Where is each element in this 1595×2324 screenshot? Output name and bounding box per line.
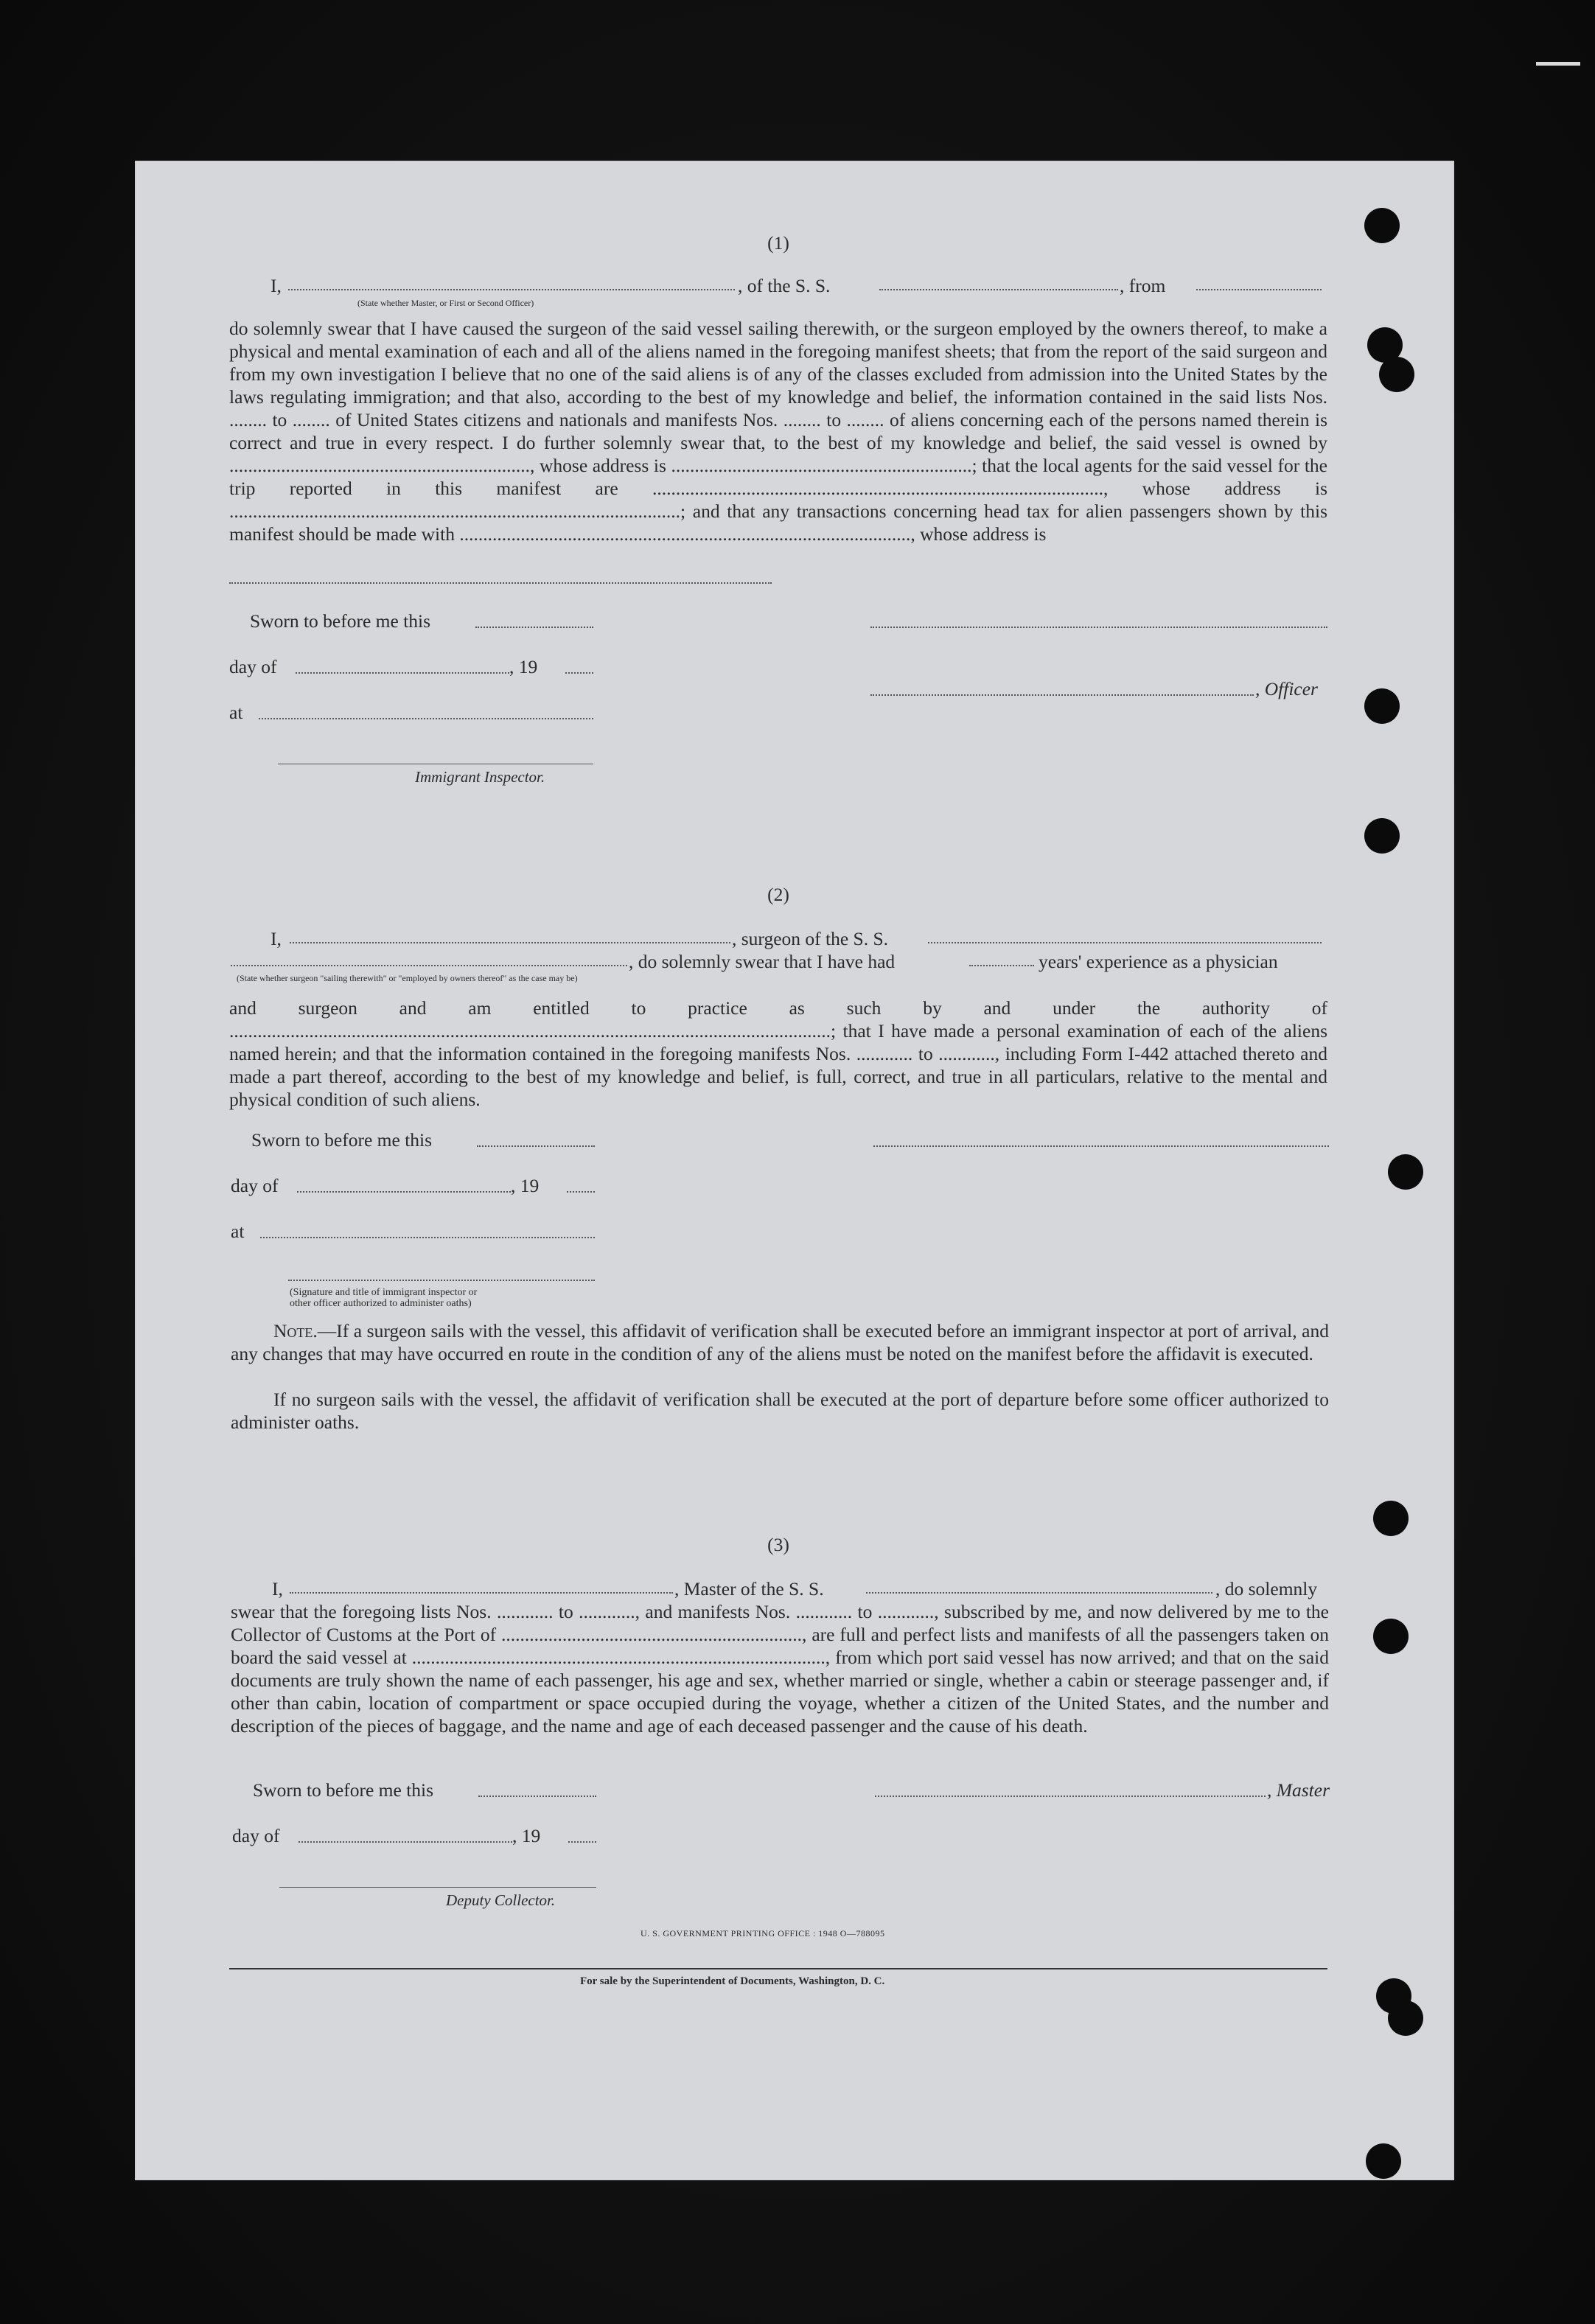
surgeon-note-text: (State whether surgeon "sailing therewith" or "employed by owners thereof" as the case may be) [237, 973, 578, 983]
note-text: —If a surgeon sails with the vessel, this affidavit of verification shall be executed before an immigrant inspector at port of arrival, and any changes that may have occurred en route in the condition of any of the aliens must be noted on the manifest before the affidavit is executed. [231, 1320, 1329, 1364]
officer-name-field[interactable] [288, 274, 735, 290]
inspector-label [415, 768, 545, 786]
text-i: I, [272, 1578, 283, 1599]
text-solemnly: , do solemnly [1215, 1578, 1318, 1599]
note-paragraph [231, 1319, 1329, 1365]
surgeon-status-field[interactable] [231, 950, 627, 966]
note-text-2: If no surgeon sails with the vessel, the affidavit of verification shall be executed at the port of departure before some officer authorized to administer oaths. [231, 1389, 1329, 1433]
year-field[interactable] [568, 1841, 596, 1843]
sworn-label [253, 1779, 433, 1801]
officer-note-text: (State whether Master, or First or Second Officer) [357, 298, 534, 308]
section-2-body [229, 997, 1327, 1111]
sworn-label [250, 610, 430, 632]
manifest-back-page [135, 161, 1454, 2180]
day-of-text: day of [231, 1175, 279, 1196]
deputy-text: Deputy Collector. [446, 1891, 556, 1909]
officer-signature-field-1[interactable] [870, 627, 1327, 628]
section-2-line-1 [229, 927, 1327, 950]
section-1-number [229, 231, 1327, 254]
year-field[interactable] [565, 672, 593, 674]
section-1-header-line [229, 274, 1327, 297]
printing-office-line [641, 1928, 884, 1939]
year-text: , 19 [509, 656, 538, 677]
text-i: I, [271, 928, 282, 949]
month-field[interactable] [296, 672, 509, 674]
section-3-body-text: swear that the foregoing lists Nos. ............ to ............, and manifests Nos. ............ to ............, subscribed by me, and now delivered by me to the Collector of Customs at the Port of ................................................................, are full and perfect lists and manifests of all the passengers taken on board the said vessel at ........................................................................................, from which port said vessel has now arrived; and that on the said documents are truly shown the name of each passenger, his age and sex, whether married or single, whether a cabin or steerage passenger and, if other than cabin, location of compartment or space occupied during the voyage, whether a citizen of the United States, and the number and description of the pieces of baggage, and the name and age of each deceased passenger and the cause of his death. [231, 1601, 1329, 1737]
inspector-signature-field[interactable] [288, 1280, 595, 1281]
surgeon-signature-field[interactable] [873, 1145, 1329, 1147]
section-2-line-2 [229, 950, 1327, 973]
punch-hole [1388, 1154, 1423, 1190]
text-of-ss: , of the S. S. [738, 275, 831, 296]
section-number: (3) [767, 1534, 789, 1555]
footer-rule [229, 1968, 1327, 1969]
year-text: , 19 [512, 1825, 541, 1846]
day-of-text: day of [232, 1825, 280, 1846]
text-from: , from [1120, 275, 1166, 296]
year-label [509, 656, 537, 678]
deputy-signature-field[interactable] [279, 1887, 596, 1888]
port-from-field[interactable] [1196, 274, 1322, 290]
sworn-text: Sworn to before me this [253, 1779, 434, 1801]
scan-mark [1536, 62, 1580, 66]
punch-hole [1373, 1619, 1409, 1654]
sworn-text: Sworn to before me this [251, 1129, 433, 1151]
day-of-label [232, 1825, 279, 1847]
surgeon-note [237, 973, 900, 983]
text-master-of-ss: , Master of the S. S. [674, 1578, 824, 1599]
officer-note [357, 298, 726, 308]
note-paragraph-2 [231, 1388, 1329, 1434]
signature-note-line-1: (Signature and title of immigrant inspector or [290, 1287, 478, 1298]
officer-signature-field-2[interactable] [870, 694, 1254, 696]
master-text: , Master [1267, 1779, 1330, 1801]
section-number: (2) [767, 884, 789, 905]
section-1-body-text: do solemnly swear that I have caused the surgeon of the said vessel sailing therewith, or the surgeon employed by the owners thereof, to make a physical and mental examination of each and all of the aliens named in the foregoing manifest sheets; that from the report of the said surgeon and from my own investigation I believe that no one of the said aliens is of any of the classes excluded from admission into the United States by the laws regulating immigration; and that also, according to the best of my knowledge and belief, the information contained in the said lists Nos. ........ to ........ of United States citizens and nationals and manifests Nos. ........ to ........ of aliens concerning each of the persons named therein is correct and true in every respect. I do further solemnly swear that, to the best of my knowledge and belief, the said vessel is owned by ................................................................, whose address is ................................................................; that the local agents for the said vessel for the trip reported in this manifest are ................................................................................................, whose address is ................................................................................................; and that any transactions concerning head tax for alien passengers shown by this manifest should be made with ................................................................................................, whose address is [229, 318, 1327, 545]
for-sale-line [580, 1975, 884, 1988]
section-3-number [229, 1533, 1327, 1556]
at-text: at [229, 702, 243, 723]
section-2-number [229, 883, 1327, 906]
punch-hole [1364, 688, 1400, 724]
surgeon-vessel-field[interactable] [928, 927, 1322, 943]
sworn-date-field[interactable] [477, 1145, 595, 1147]
punch-hole [1373, 1501, 1409, 1536]
section-3-body [231, 1600, 1329, 1737]
day-of-text: day of [229, 656, 277, 677]
at-label [229, 702, 242, 724]
year-label [511, 1175, 539, 1197]
text-years: years' experience as a physician [1039, 951, 1278, 972]
surgeon-name-field[interactable] [290, 927, 730, 943]
master-name-field[interactable] [290, 1577, 673, 1594]
punch-hole [1364, 208, 1400, 243]
year-text: , 19 [511, 1175, 540, 1196]
sworn-label [251, 1129, 432, 1151]
signature-note-line-2: other officer authorized to administer oaths) [290, 1298, 472, 1309]
officer-label [1255, 678, 1318, 700]
section-number: (1) [767, 232, 789, 254]
address-continuation-field[interactable] [229, 582, 772, 584]
section-3-line-1 [231, 1577, 1329, 1600]
year-label [512, 1825, 540, 1847]
at-place-field[interactable] [260, 1237, 595, 1238]
sworn-date-field[interactable] [475, 627, 593, 628]
year-field[interactable] [567, 1191, 595, 1193]
sworn-date-field[interactable] [478, 1796, 596, 1797]
text-swear: , do solemnly swear that I have had [629, 951, 896, 972]
signature-note [290, 1287, 477, 1309]
day-of-label [229, 656, 276, 678]
years-field[interactable] [969, 950, 1034, 966]
deputy-label [446, 1891, 555, 1910]
note-label: Note. [273, 1320, 318, 1341]
master-vessel-field[interactable] [866, 1577, 1212, 1594]
inspector-text: Immigrant Inspector. [415, 768, 545, 786]
for-sale-text: For sale by the Superintendent of Documents, Washington, D. C. [580, 1975, 885, 1987]
punch-hole [1388, 2000, 1423, 2036]
at-text: at [231, 1221, 245, 1242]
day-of-label [231, 1175, 278, 1197]
text-surgeon-of-ss: , surgeon of the S. S. [732, 928, 889, 949]
punch-hole [1364, 818, 1400, 854]
master-label [1267, 1779, 1330, 1801]
text-i: I, [271, 275, 282, 296]
printing-office-text: U. S. GOVERNMENT PRINTING OFFICE : 1948 O—788095 [641, 1928, 885, 1939]
month-field[interactable] [297, 1191, 511, 1193]
at-place-field[interactable] [259, 718, 593, 719]
master-signature-field[interactable] [875, 1796, 1266, 1797]
sworn-text: Sworn to before me this [250, 610, 431, 632]
at-label [231, 1221, 244, 1243]
punch-hole [1379, 357, 1414, 392]
section-1-body [229, 317, 1327, 591]
officer-text: , Officer [1255, 678, 1318, 699]
month-field[interactable] [299, 1841, 512, 1843]
vessel-name-field[interactable] [879, 274, 1118, 290]
punch-hole [1366, 2143, 1401, 2179]
section-2-body-text: and surgeon and am entitled to practice as such by and under the authority of ................................................................................................................................; that I have made a personal examination of each of the aliens named herein; and that the information contained in the foregoing manifests Nos. ............ to ............, including Form I-442 attached thereto and made a part thereof, according to the best of my knowledge and belief, is full, correct, and true in all particulars, relative to the mental and physical condition of such aliens. [229, 997, 1327, 1110]
